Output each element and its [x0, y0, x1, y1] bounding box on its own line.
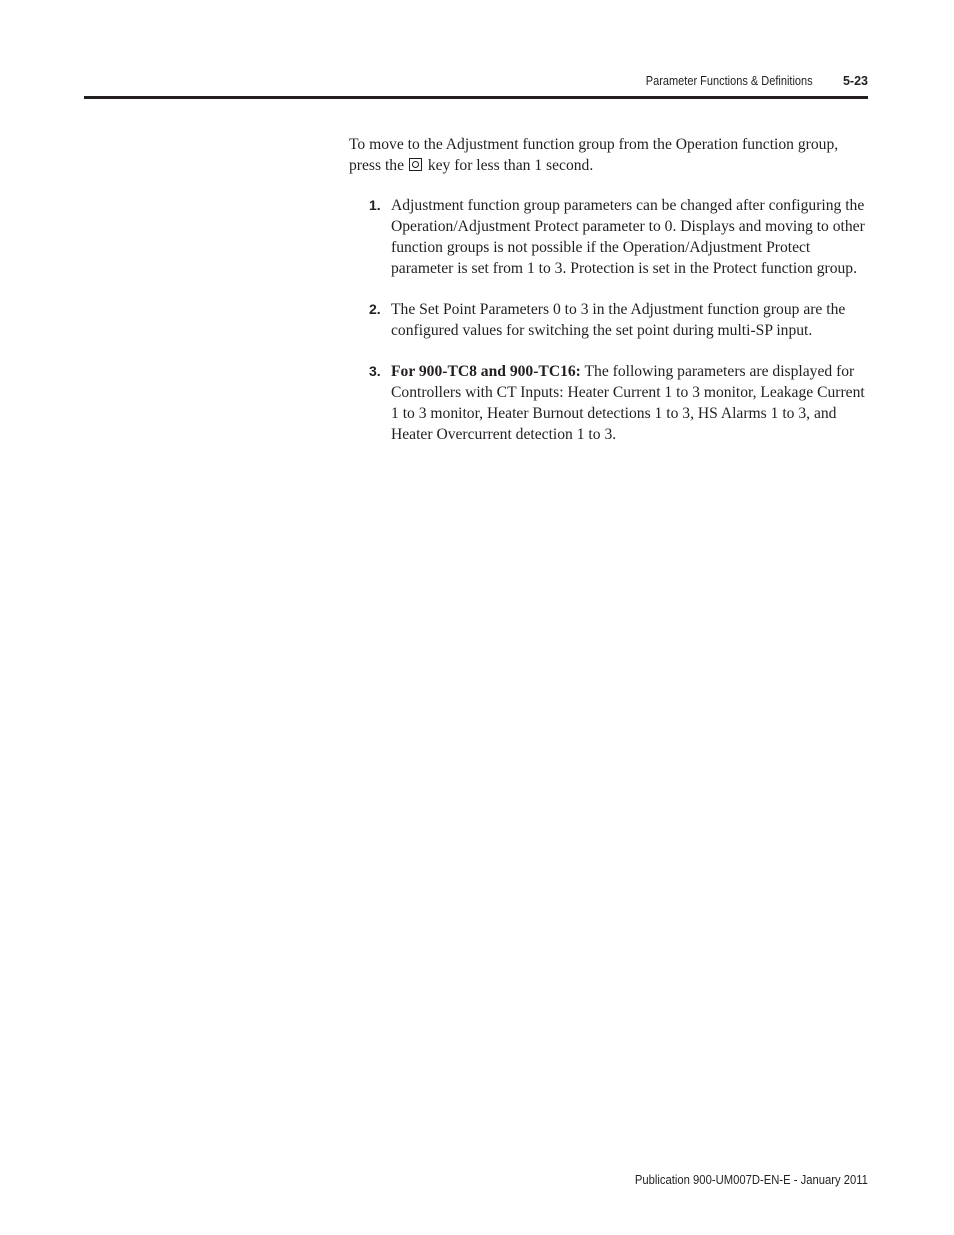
header-section-title: Parameter Functions & Definitions	[646, 74, 813, 88]
list-item-text: Adjustment function group parameters can be changed after configuring the Operation/Adjustment Protect parameter to 0. Displays and moving to other function groups is not possible if the Operation/Adjustment Protect parameter is set from 1 to 3. Protection is set in the Protect function group.	[391, 197, 865, 277]
list-item	[349, 195, 869, 279]
page-content	[349, 134, 869, 465]
header-rule	[84, 96, 868, 99]
list-item-bold-prefix: For 900-TC8 and 900-TC16:	[391, 363, 581, 380]
list-item	[349, 299, 869, 341]
list-item	[349, 361, 869, 445]
list-item-number: 1.	[369, 197, 381, 213]
notes-list	[349, 195, 869, 445]
page-number: 5-23	[842, 74, 868, 88]
footer-publication: Publication 900-UM007D-EN-E - January 2011	[634, 1173, 868, 1187]
list-item-text: The Set Point Parameters 0 to 3 in the Adjustment function group are the configured values for switching the set point during multi-SP input.	[391, 301, 846, 339]
intro-text-before-key: To move to the Adjustment function group from the Operation function group, press the	[349, 136, 839, 174]
intro-text-after-key: key for less than 1 second.	[427, 157, 594, 174]
mode-key-icon	[409, 158, 422, 171]
list-item-number: 3.	[369, 363, 381, 379]
intro-paragraph	[349, 134, 869, 176]
list-item-text: The following parameters are displayed for Controllers with CT Inputs: Heater Current 1 to 3 monitor, Leakage Current 1 to 3 monitor, Heater Burnout detections 1 to 3, HS Alarms 1 to 3, and Heater Overcurrent detection 1 to 3.	[391, 363, 865, 443]
list-item-number: 2.	[369, 301, 381, 317]
